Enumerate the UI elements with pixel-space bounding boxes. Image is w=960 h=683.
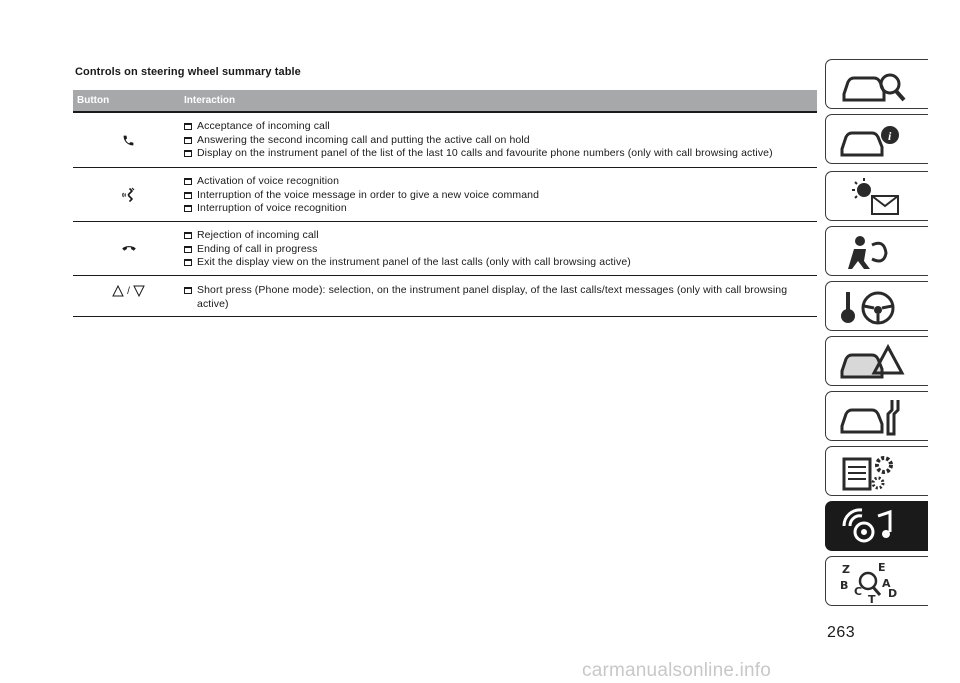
voice-recognition-icon (122, 187, 136, 203)
watermark: carmanualsonline.info (582, 660, 772, 681)
list-item: Interruption of the voice message in order to give a new voice command (184, 189, 817, 203)
car-info-icon (838, 119, 908, 161)
warning-light-message-icon (838, 176, 908, 218)
tab-car-search[interactable] (825, 59, 928, 109)
svg-text:D: D (888, 587, 898, 600)
list-item: Exit the display view on the instrument panel of the last calls (only with call browsing active) (184, 256, 817, 270)
bullet-icon (184, 232, 192, 239)
car-maintenance-icon (838, 396, 908, 438)
bullet-icon (184, 205, 192, 212)
phone-hangup-icon (122, 245, 136, 253)
triangle-up-icon (112, 285, 124, 297)
list-item: Acceptance of incoming call (184, 120, 817, 134)
up-down-arrows (112, 285, 145, 297)
svg-text:T: T (868, 593, 876, 603)
triangle-down-icon (133, 285, 145, 297)
bullet-icon (184, 150, 192, 157)
car-search-icon (838, 64, 908, 106)
controls-table (73, 90, 817, 317)
table-row (73, 276, 817, 317)
svg-text:B: B (840, 579, 849, 592)
tab-starting-driving[interactable] (825, 281, 928, 331)
tab-maintenance[interactable] (825, 391, 928, 441)
bullet-icon (184, 287, 192, 294)
list-item: Interruption of voice recognition (184, 202, 817, 216)
svg-text:i: i (888, 129, 892, 143)
table-row (73, 113, 817, 168)
header-interaction: Interaction (184, 95, 236, 106)
tab-technical-data[interactable] (825, 446, 928, 496)
car-emergency-icon (838, 341, 908, 383)
bullet-icon (184, 192, 192, 199)
key-steering-wheel-icon (838, 286, 908, 328)
multimedia-icon (838, 506, 908, 548)
tab-warning-messages[interactable] (825, 171, 928, 221)
phone-answer-icon (122, 134, 135, 147)
tab-multimedia[interactable] (825, 501, 928, 551)
airbag-safety-icon (838, 231, 908, 273)
bullet-icon (184, 137, 192, 144)
technical-data-icon (838, 451, 908, 493)
svg-text:C: C (854, 585, 863, 598)
section-title: Controls on steering wheel summary table (75, 66, 301, 78)
svg-text:A: A (882, 577, 891, 590)
table-header (73, 90, 817, 113)
table-row (73, 168, 817, 222)
alphabetical-index-icon (838, 561, 908, 603)
list-item: Short press (Phone mode): selection, on the instrument panel display, of the last calls/text messages (only with call browsing active) (184, 284, 817, 311)
tab-car-info[interactable] (825, 114, 928, 164)
bullet-icon (184, 246, 192, 253)
table-row (73, 222, 817, 276)
svg-text:E: E (878, 561, 886, 574)
bullet-icon (184, 123, 192, 130)
svg-text:Z: Z (842, 563, 850, 576)
list-item: Ending of call in progress (184, 243, 817, 257)
bullet-icon (184, 178, 192, 185)
tab-safety[interactable] (825, 226, 928, 276)
arrow-separator: / (127, 285, 130, 297)
list-item: Activation of voice recognition (184, 175, 817, 189)
tab-emergency[interactable] (825, 336, 928, 386)
header-button: Button (77, 95, 110, 106)
list-item: Answering the second incoming call and putting the active call on hold (184, 134, 817, 148)
list-item: Rejection of incoming call (184, 229, 817, 243)
bullet-icon (184, 259, 192, 266)
list-item: Display on the instrument panel of the list of the last 10 calls and favourite phone numbers (only with call browsing active) (184, 147, 817, 161)
tab-index[interactable] (825, 556, 928, 606)
page-number: 263 (827, 624, 856, 641)
